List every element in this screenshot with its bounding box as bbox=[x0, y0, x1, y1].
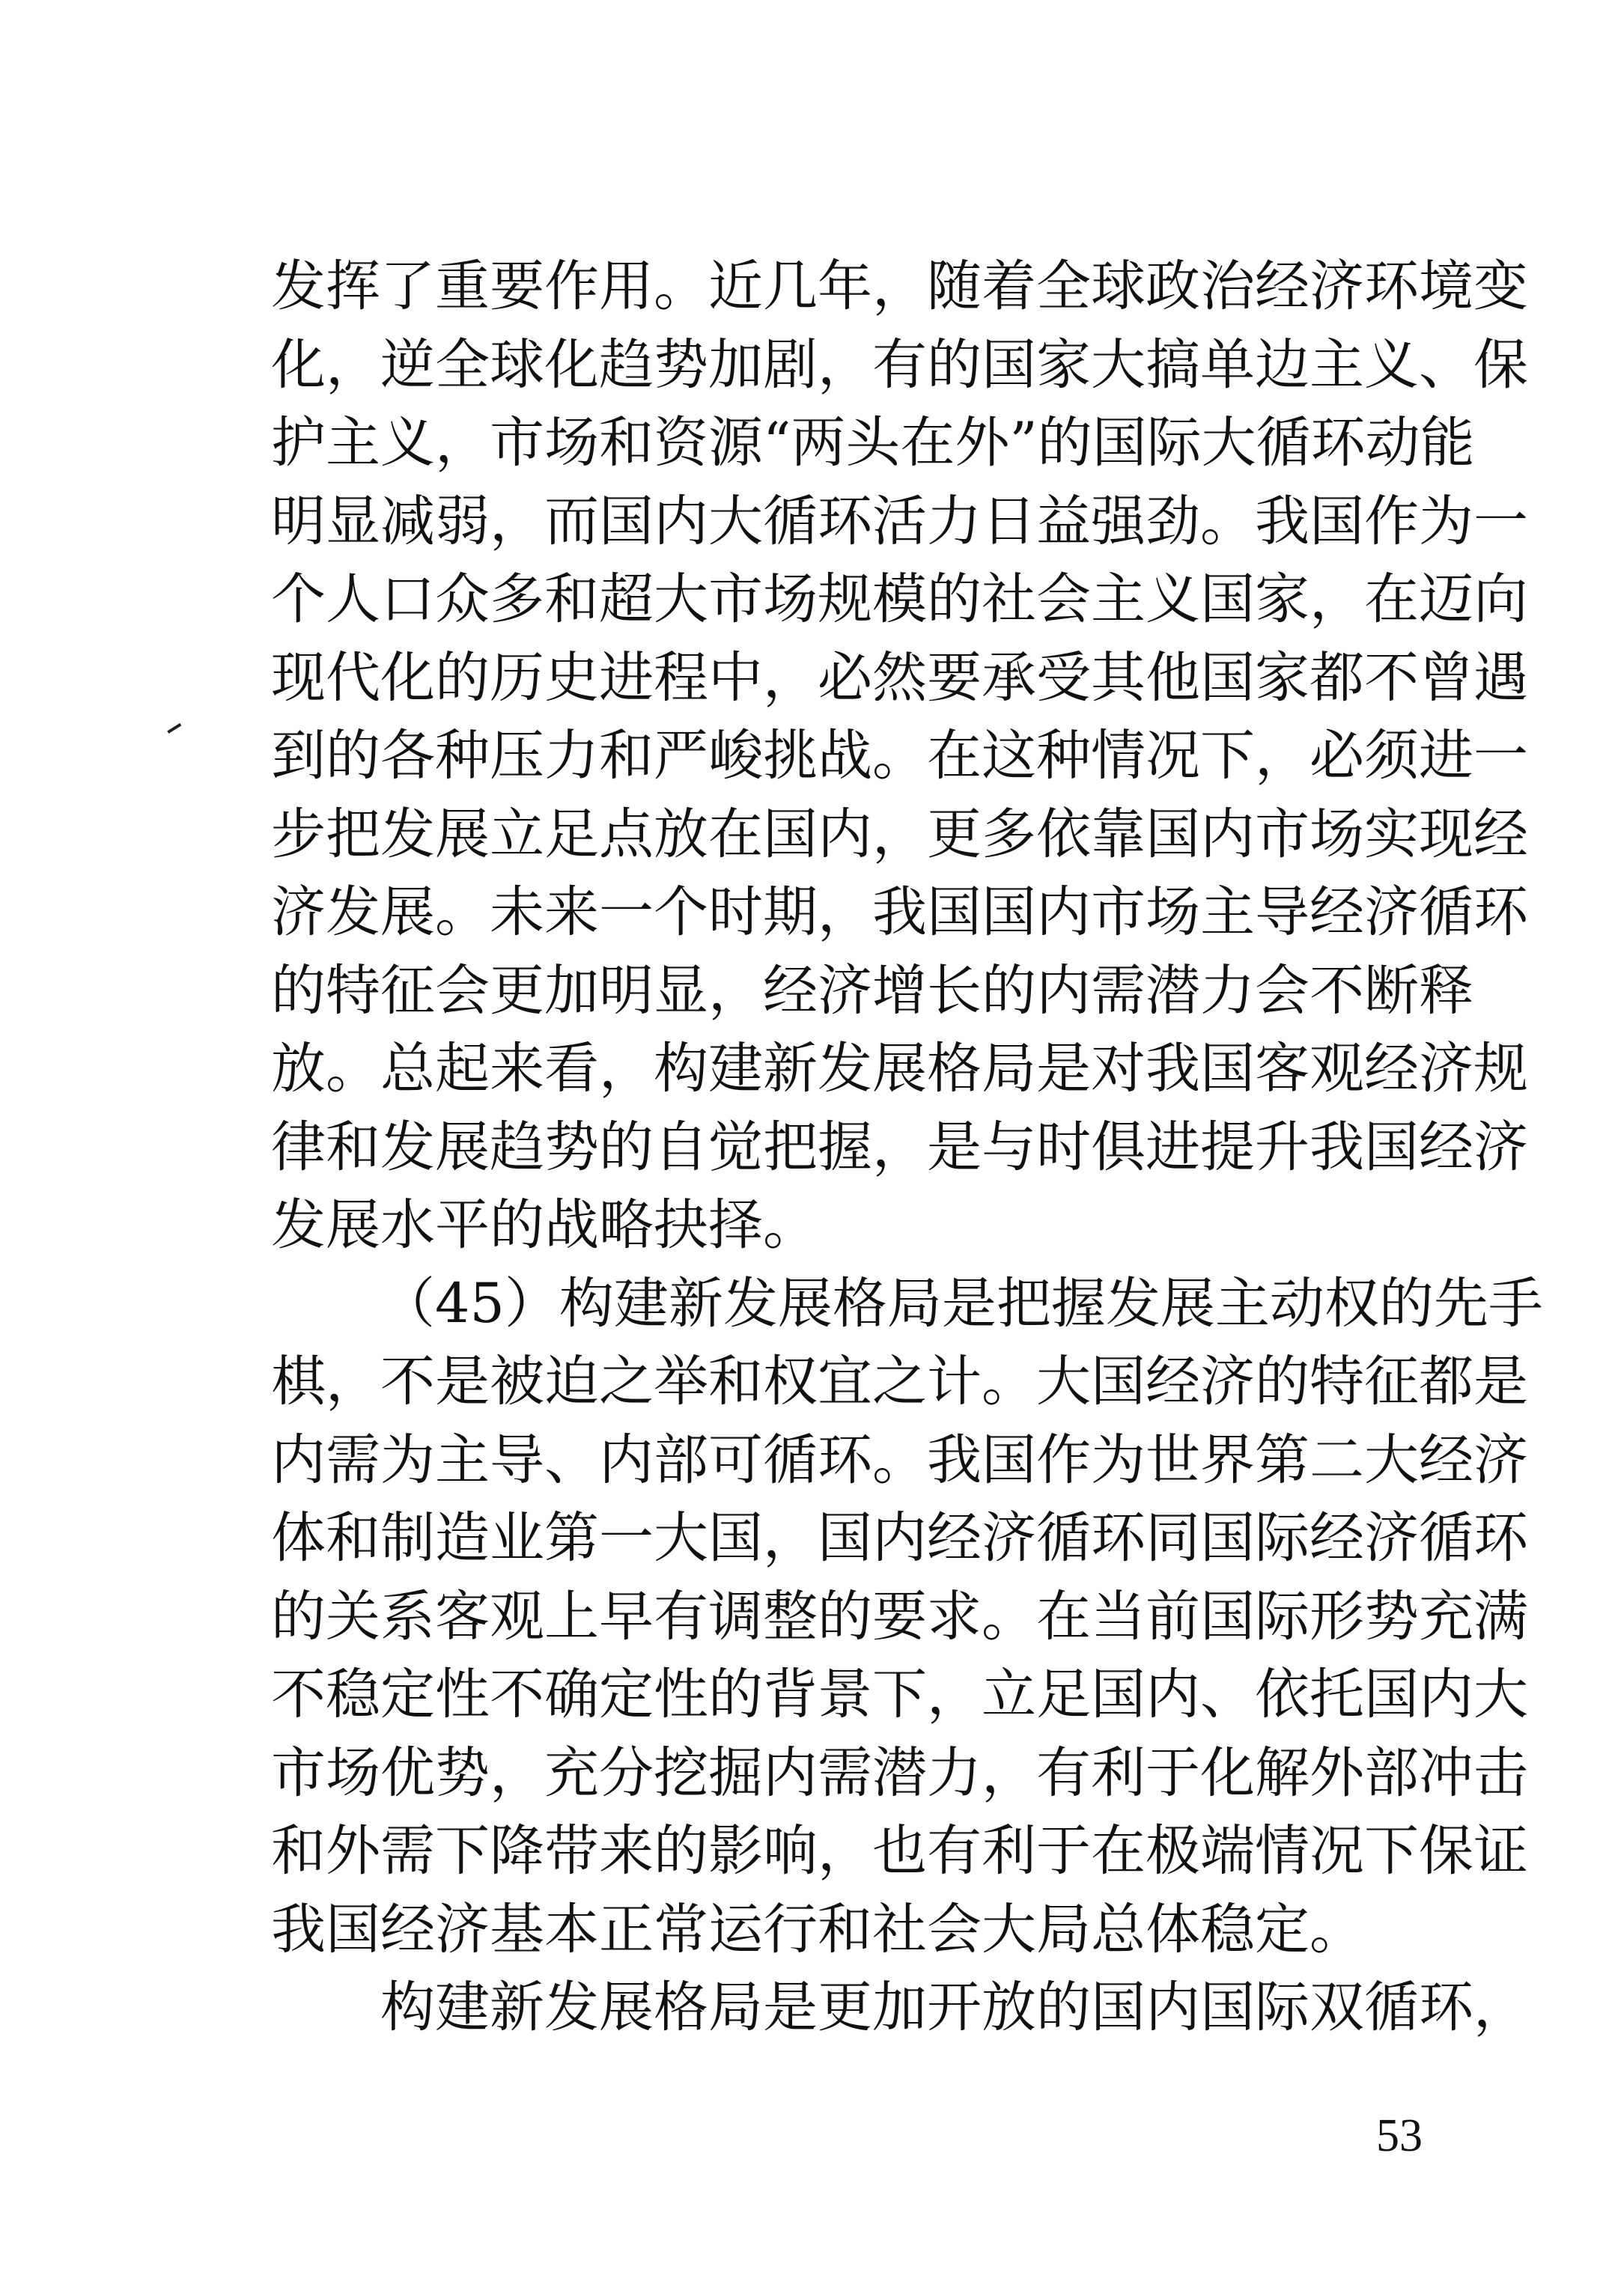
text-line: 市场优势，充分挖掘内需潜力，有利于化解外部冲击 bbox=[271, 1741, 1528, 1805]
text-line: 步把发展立足点放在国内，更多依靠国内市场实现经 bbox=[271, 802, 1528, 866]
text-line: 不稳定性不确定性的背景下，立足国内、依托国内大 bbox=[271, 1663, 1528, 1726]
text-line: 发挥了重要作用。近几年，随着全球政治经济环境变 bbox=[271, 255, 1528, 318]
text-line: 内需为主导、内部可循环。我国作为世界第二大经济 bbox=[271, 1428, 1528, 1492]
text-line: 济发展。未来一个时期，我国国内市场主导经济循环 bbox=[271, 880, 1528, 944]
page-number: 53 bbox=[1376, 2110, 1423, 2161]
text-line: 护主义，市场和资源“两头在外”的国际大循环动能 bbox=[271, 411, 1475, 475]
text-line: 的特征会更加明显，经济增长的内需潜力会不断释 bbox=[271, 958, 1473, 1023]
text-line: 个人口众多和超大市场规模的社会主义国家，在迈向 bbox=[271, 567, 1528, 631]
text-line: 体和制造业第一大国，国内经济循环同国际经济循环 bbox=[271, 1506, 1528, 1570]
text-line: 到的各种压力和严峻挑战。在这种情况下，必须进一 bbox=[271, 724, 1528, 788]
text-line: 明显减弱，而国内大循环活力日益强劲。我国作为一 bbox=[271, 489, 1528, 553]
body-text bbox=[271, 248, 1543, 2047]
text-line: 化，逆全球化趋势加剧，有的国家大搞单边主义、保 bbox=[271, 332, 1528, 397]
stray-mark bbox=[167, 723, 186, 741]
text-line: 发展水平的战略抉择。 bbox=[271, 1193, 818, 1257]
text-line: 的关系客观上早有调整的要求。在当前国际形势充满 bbox=[271, 1584, 1528, 1648]
text-line: 放。总起来看，构建新发展格局是对我国客观经济规 bbox=[271, 1037, 1528, 1100]
text-line: 和外需下降带来的影响，也有利于在极端情况下保证 bbox=[271, 1819, 1528, 1883]
text-line: 我国经济基本正常运行和社会大局总体稳定。 bbox=[271, 1897, 1364, 1961]
text-line: 现代化的历史进程中，必然要承受其他国家都不曾遇 bbox=[271, 645, 1528, 710]
text-line: 律和发展趋势的自觉把握，是与时俱进提升我国经济 bbox=[271, 1115, 1528, 1179]
text-line: 棋，不是被迫之举和权宜之计。大国经济的特征都是 bbox=[271, 1350, 1528, 1413]
text-line: （45）构建新发展格局是把握发展主动权的先手 bbox=[380, 1271, 1543, 1336]
text-line: 构建新发展格局是更加开放的国内国际双循环， bbox=[380, 1976, 1528, 2039]
